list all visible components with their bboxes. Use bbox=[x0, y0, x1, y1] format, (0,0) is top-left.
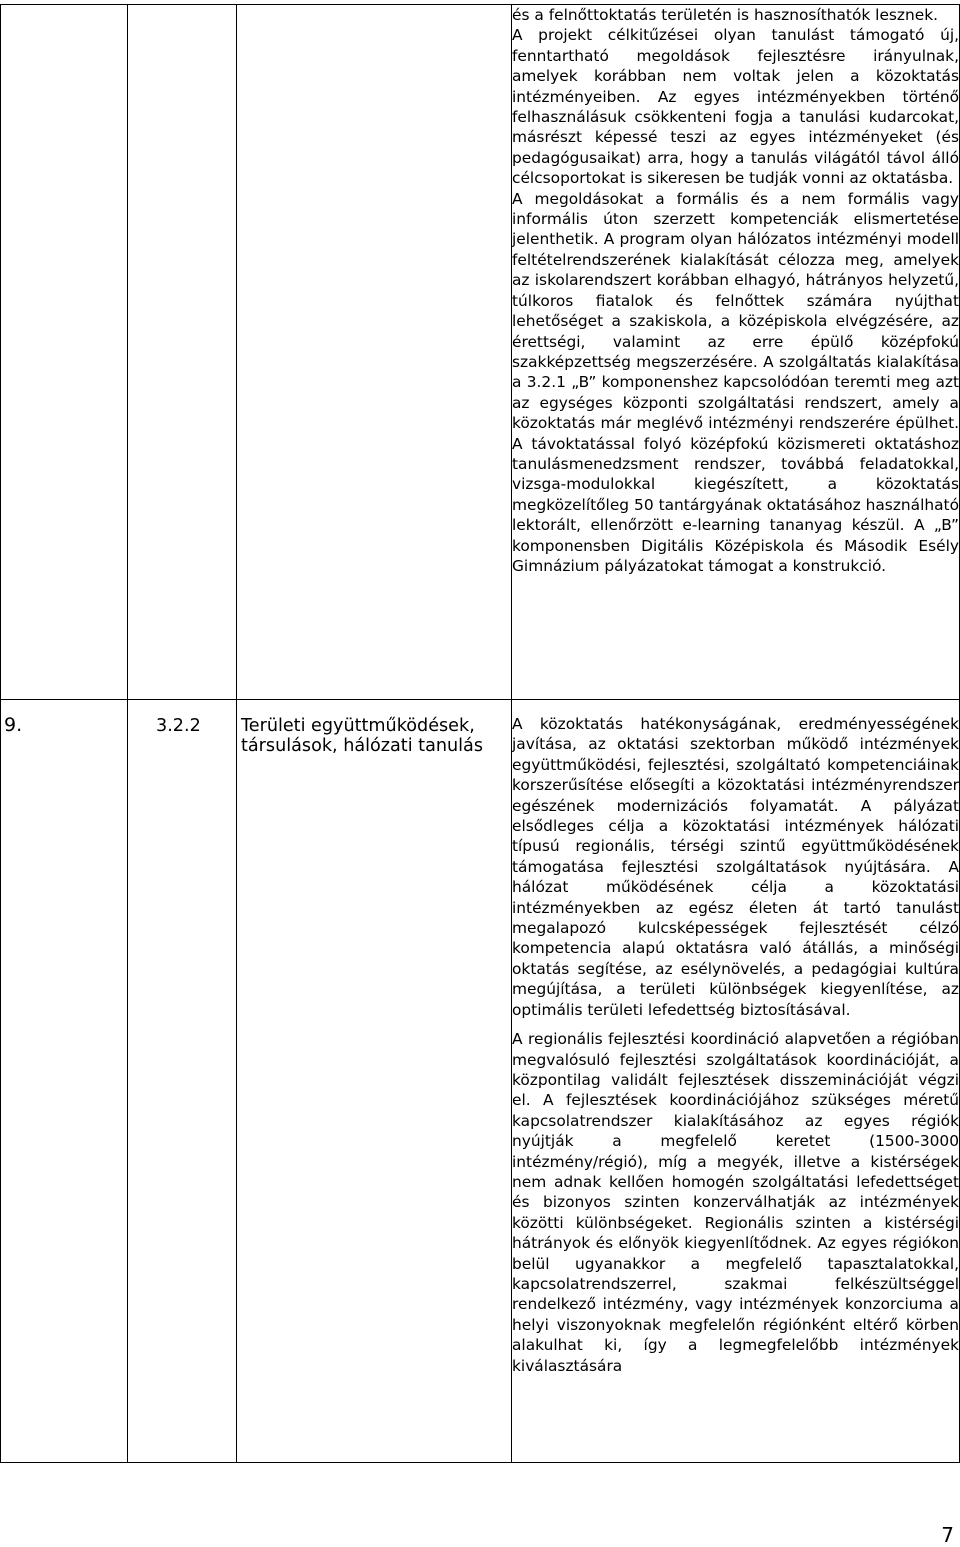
empty-code-cell bbox=[128, 5, 237, 700]
document-table bbox=[0, 4, 960, 1463]
paragraph: és a felnőttoktatás területén is hasznosíthatók lesznek. bbox=[512, 6, 939, 24]
table-row bbox=[1, 700, 960, 1463]
paragraph: A megoldásokat a formális és a nem formális vagy informális úton szerzett kompetenciák elismertetése jelenthetik. A program olyan hálózatos intézményi modell feltételrendszerének kialakítását célozza meg, amelyek az iskolarendszert korábban elhagyó, hátrányos helyzetű, túlkoros fiatalok és felnőttek számára nyújthat lehetőséget a szakiskola, a középiskola elvégzésére, az érettségi, valamint az erre épülő középfokú szakképzettség megszerzésére. A szolgáltatás kialakítása a 3.2.1 „B” komponenshez kapcsolódóan teremti meg azt az egységes központi szolgáltatási rendszert, amely a közoktatás már meglévő intézményi rendszerére épülhet. A távoktatással folyó középfokú közismereti oktatáshoz tanulásmenedzsment rendszer, továbbá feladatokkal, vizsga-modulokkal kiegészített, a közoktatás megközelítőleg 50 tantárgyának oktatásához használható lektorált, ellenőrzött e-learning tananyag készül. A „B” komponensben Digitális Középiskola és Második Esély Gimnázium pályázatokat támogat a konstrukció. bbox=[512, 189, 959, 575]
paragraph: A projekt célkitűzései olyan tanulást támogató új, fenntartható megoldások fejlesztésre irányulnak, amelyek korábban nem voltak jelen a közoktatás intézményeiben. Az egyes intézményekben történő felhasználásuk csökkenteni fogja a tanulási kudarcokat, másrészt képessé teszi az egyes intézményeket (és pedagógusaikat) arra, hogy a tanulás világától távol álló célcsoportokat is sikeresen be tudják vonni az oktatásba. bbox=[512, 26, 959, 188]
row-number: 9. bbox=[4, 714, 23, 736]
section-code-cell bbox=[128, 700, 237, 1463]
description-cell bbox=[512, 5, 960, 700]
description-cell bbox=[512, 700, 960, 1463]
section-code: 3.2.2 bbox=[156, 716, 201, 736]
table-row bbox=[1, 5, 960, 700]
page-number: 7 bbox=[941, 1523, 954, 1547]
empty-title-cell bbox=[237, 5, 512, 700]
section-title: Területi együttműködések, társulások, hálózati tanulás bbox=[241, 716, 483, 757]
section-title-cell bbox=[237, 700, 512, 1463]
paragraph: A regionális fejlesztési koordináció alapvetően a régióban megvalósuló fejlesztési szolgáltatások koordinációját, a központilag validált fejlesztések disszeminációját végzi el. A fejlesztések koordinációjához szükséges méretű kapcsolatrendszer kialakításához az egyes régiók nyújtják a megfelelő keretet (1500-3000 intézmény/régió), míg a megyék, illetve a kistérségek nem adnak kellően homogén szolgáltatási lefedettséget és bizonyos szinten konzerválhatják az intézmények közötti különbségeket. Regionális szinten a kistérségi hátrányok és előnyök kiegyenlítődnek. Az egyes régiókon belül ugyanakkor a megfelelő tapasztalatokkal, kapcsolatrendszerrel, szakmai felkészültséggel rendelkező intézmény, vagy intézmények konzorciuma a helyi viszonyoknak megfelelőn régiónként eltérő körben alakulhat ki, így a legmegfelelőbb intézmények kiválasztására bbox=[512, 1030, 959, 1375]
row-number-cell bbox=[1, 700, 128, 1463]
empty-number-cell bbox=[1, 5, 128, 700]
paragraph: A közoktatás hatékonyságának, eredményességének javítása, az oktatási szektorban működő intézmények együttműködési, fejlesztési, szolgáltató kompetenciáinak korszerűsítése elősegíti a közoktatási intézményrendszer egészének modernizációs folyamatát. A pályázat elsődleges célja a közoktatási intézmények hálózati típusú regionális, térségi szintű együttműködésének támogatása fejlesztési szolgáltatások nyújtására. A hálózat működésének célja a közoktatási intézményekben az egész életen át tartó tanulást megalapozó kulcsképességek fejlesztését célzó kompetencia alapú oktatásra való átállás, a minőségi oktatás segítése, az esélynövelés, a pedagógiai kultúra megújítása, a területi különbségek kiegyenlítése, az optimális területi lefedettség biztosításával. bbox=[512, 715, 959, 1019]
